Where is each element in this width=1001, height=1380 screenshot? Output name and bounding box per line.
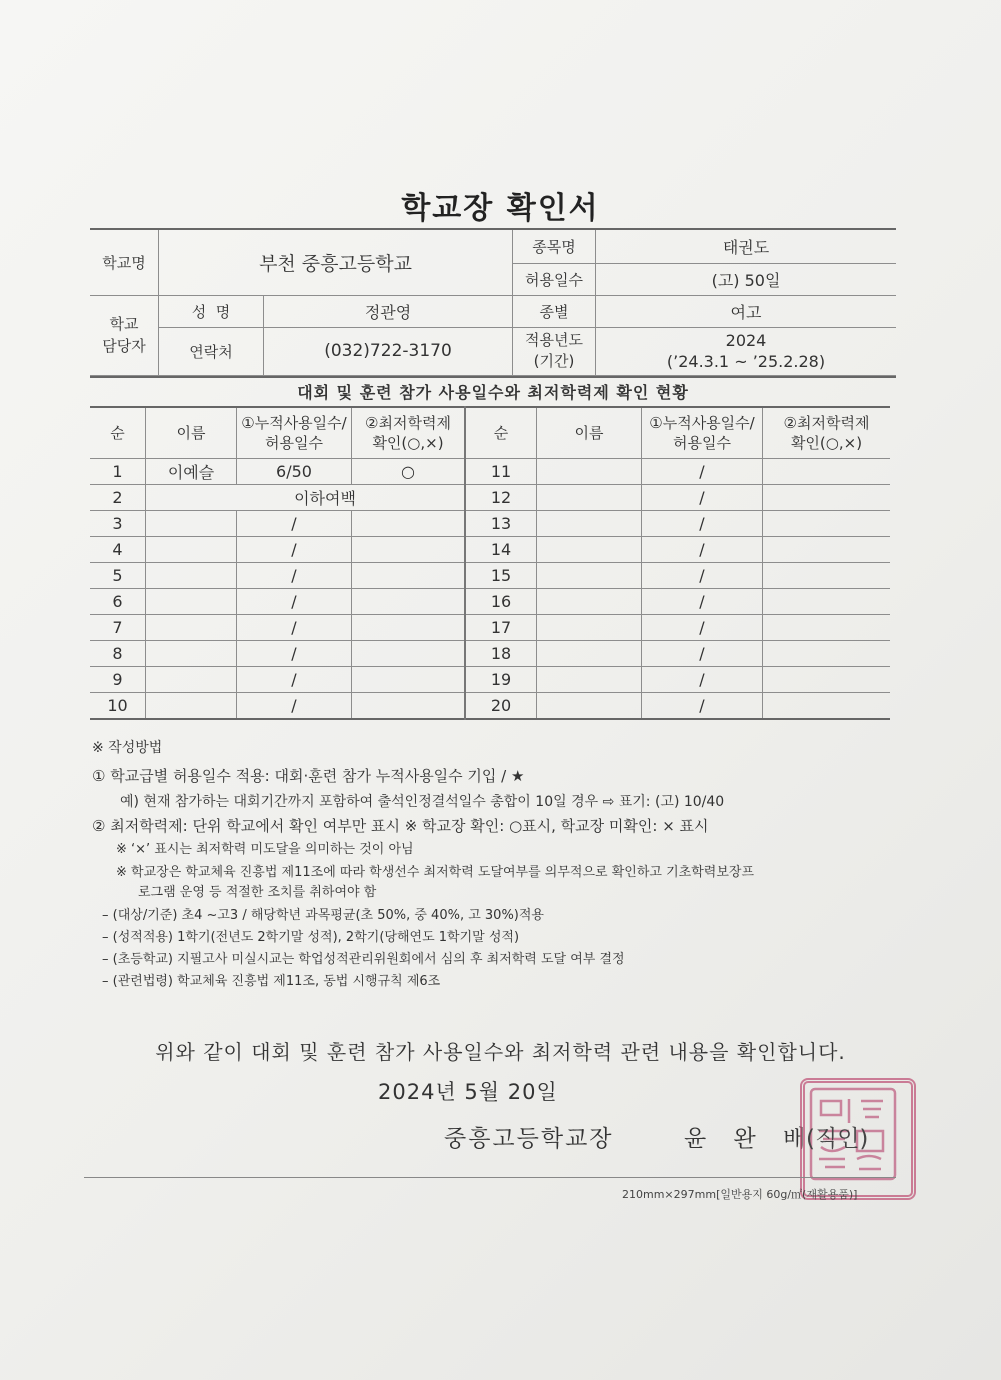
table-row (90, 641, 890, 667)
row-check (352, 667, 466, 693)
row-days: / (237, 667, 352, 693)
col-check: ②최저학력제 확인(○,×) (352, 407, 466, 459)
note-2-a: ※ ‘×’ 표시는 최저학력 미도달을 의미하는 것이 아님 (116, 842, 414, 857)
row-days: 6/50 (237, 459, 352, 485)
contact-value: (032)722-3170 (264, 327, 513, 375)
row-name (537, 485, 642, 511)
row-days: / (237, 563, 352, 589)
row-name (537, 693, 642, 720)
col-no: 순 (465, 407, 537, 459)
row-days: / (642, 511, 763, 537)
row-no: 10 (90, 693, 146, 720)
row-name (146, 615, 237, 641)
school-label: 학교명 (90, 229, 159, 295)
period-value: (’24.3.1 ~ ’25.2.28) (666, 352, 826, 371)
table-row (90, 485, 890, 511)
section-title: 대회 및 훈련 참가 사용일수와 최저학력제 확인 현황 (297, 383, 689, 402)
row-name (146, 511, 237, 537)
row-days: / (237, 693, 352, 720)
issue-date: 2024년 5월 20일 (378, 1080, 558, 1104)
table-row (90, 459, 890, 485)
row-name (146, 667, 237, 693)
participants-table (90, 406, 890, 720)
row-no: 3 (90, 511, 146, 537)
row-name (537, 511, 642, 537)
row-name (146, 641, 237, 667)
note-2-b1: ※ 학교장은 학교체육 진흥법 제11조에 따라 학생선수 최저학력 도달여부를 의무적으로 확인하고 기초학력보장프 (116, 865, 755, 880)
row-days: / (642, 485, 763, 511)
table-row (90, 511, 890, 537)
seal-label: (직인) (806, 1126, 869, 1152)
row-no: 20 (465, 693, 537, 720)
row-check (352, 641, 466, 667)
row-no: 12 (465, 485, 537, 511)
col-name: 이름 (537, 407, 642, 459)
row-days: / (642, 537, 763, 563)
row-name: 이예슬 (146, 459, 237, 485)
row-check (763, 537, 891, 563)
row-name (537, 563, 642, 589)
document-title: 학교장 확인서 (401, 191, 600, 226)
footer-divider (84, 1177, 896, 1178)
paper-spec: 210mm×297mm[일반용지 60g/㎡(재활용품)] (622, 1188, 858, 1201)
row-check (763, 667, 891, 693)
row-check: ○ (352, 459, 466, 485)
gender-value: 여고 (596, 295, 897, 327)
row-no: 18 (465, 641, 537, 667)
gender-label: 종별 (513, 295, 596, 327)
row-no: 19 (465, 667, 537, 693)
row-check (763, 485, 891, 511)
row-no: 11 (465, 459, 537, 485)
year-cell (596, 327, 897, 375)
note-1-example: 예) 현재 참가하는 대회기간까지 포함하여 출석인정결석일수 총합이 10일 경우 ⇨ 표기: (고) 10/40 (120, 794, 725, 810)
table-row (90, 563, 890, 589)
col-days: ①누적사용일수/ 허용일수 (642, 407, 763, 459)
row-check (763, 589, 891, 615)
col-days: ①누적사용일수/ 허용일수 (237, 407, 352, 459)
allowed-days-value: (고) 50일 (596, 263, 897, 295)
row-name (146, 589, 237, 615)
table-row (90, 537, 890, 563)
school-name: 부천 중흥고등학교 (159, 229, 513, 295)
note-detail-3: – (초등학교) 지필고사 미실시교는 학업성적관리위원회에서 심의 후 최저학력 도달 여부 결정 (102, 952, 625, 967)
row-name (537, 459, 642, 485)
row-no: 4 (90, 537, 146, 563)
row-check (763, 459, 891, 485)
row-check (352, 615, 466, 641)
row-name (146, 537, 237, 563)
row-name (146, 563, 237, 589)
row-name (537, 615, 642, 641)
divider (90, 376, 896, 378)
note-detail-2: – (성적적용) 1학기(전년도 2학기말 성적), 2학기(당해연도 1학기말 성적) (102, 930, 520, 945)
note-detail-4: – (관련법령) 학교체육 진흥법 제11조, 동법 시행규칙 제6조 (102, 974, 441, 989)
table-row (90, 693, 890, 720)
year-label: 적용년도 (기간) (513, 327, 596, 375)
signer-title: 중흥고등학교장 (444, 1126, 614, 1152)
row-check (352, 511, 466, 537)
row-days: / (642, 459, 763, 485)
table-row (90, 667, 890, 693)
row-days: / (642, 615, 763, 641)
row-no: 9 (90, 667, 146, 693)
notes-heading: ※ 작성방법 (92, 740, 163, 756)
year-value: 2024 (725, 331, 767, 350)
note-1: ① 학교급별 허용일수 적용: 대회·훈련 참가 누적사용일수 기입 / ★ (92, 767, 525, 785)
row-days: / (642, 667, 763, 693)
col-name: 이름 (146, 407, 237, 459)
row-no: 6 (90, 589, 146, 615)
row-days: / (237, 589, 352, 615)
row-check (763, 641, 891, 667)
signer-name: 윤 완 배 (684, 1126, 816, 1152)
col-check: ②최저학력제 확인(○,×) (763, 407, 891, 459)
contact-label: 연락처 (159, 327, 264, 375)
table-row (90, 615, 890, 641)
sport-value: 태권도 (596, 229, 897, 263)
row-no: 13 (465, 511, 537, 537)
row-check (352, 589, 466, 615)
row-no: 1 (90, 459, 146, 485)
row-name (146, 693, 237, 720)
row-check (763, 511, 891, 537)
row-check (763, 615, 891, 641)
name-value: 정관영 (264, 295, 513, 327)
row-days: / (237, 615, 352, 641)
table-row (90, 589, 890, 615)
row-no: 5 (90, 563, 146, 589)
row-name (537, 589, 642, 615)
row-days: / (237, 641, 352, 667)
col-no: 순 (90, 407, 146, 459)
row-days: / (237, 537, 352, 563)
row-days: / (237, 511, 352, 537)
sport-label: 종목명 (513, 229, 596, 263)
row-no: 7 (90, 615, 146, 641)
note-2: ② 최저학력제: 단위 학교에서 확인 여부만 표시 ※ 학교장 확인: ○표시, 학교장 미확인: × 표시 (92, 817, 709, 835)
row-name (537, 667, 642, 693)
row-no: 8 (90, 641, 146, 667)
blank-marker: 이하여백 (146, 485, 466, 511)
allowed-days-label: 허용일수 (513, 263, 596, 295)
row-days: / (642, 589, 763, 615)
row-name (537, 641, 642, 667)
row-check (352, 693, 466, 720)
row-name (537, 537, 642, 563)
row-check (352, 563, 466, 589)
row-days: / (642, 641, 763, 667)
note-detail-1: – (대상/기준) 초4 ~고3 / 해당학년 과목평균(초 50%, 중 40%, 고 30%)적용 (102, 908, 544, 923)
header-table (90, 228, 896, 376)
row-no: 2 (90, 485, 146, 511)
row-check (763, 693, 891, 720)
row-no: 17 (465, 615, 537, 641)
confirmation-statement: 위와 같이 대회 및 훈련 참가 사용일수와 최저학력 관련 내용을 확인합니다. (155, 1040, 846, 1064)
row-no: 16 (465, 589, 537, 615)
row-days: / (642, 693, 763, 720)
row-days: / (642, 563, 763, 589)
row-check (763, 563, 891, 589)
row-no: 14 (465, 537, 537, 563)
name-label: 성 명 (159, 295, 264, 327)
row-no: 15 (465, 563, 537, 589)
manager-label: 학교 담당자 (90, 295, 159, 375)
row-check (352, 537, 466, 563)
note-2-b2: 로그램 운영 등 적절한 조치를 취하여야 함 (138, 885, 377, 900)
